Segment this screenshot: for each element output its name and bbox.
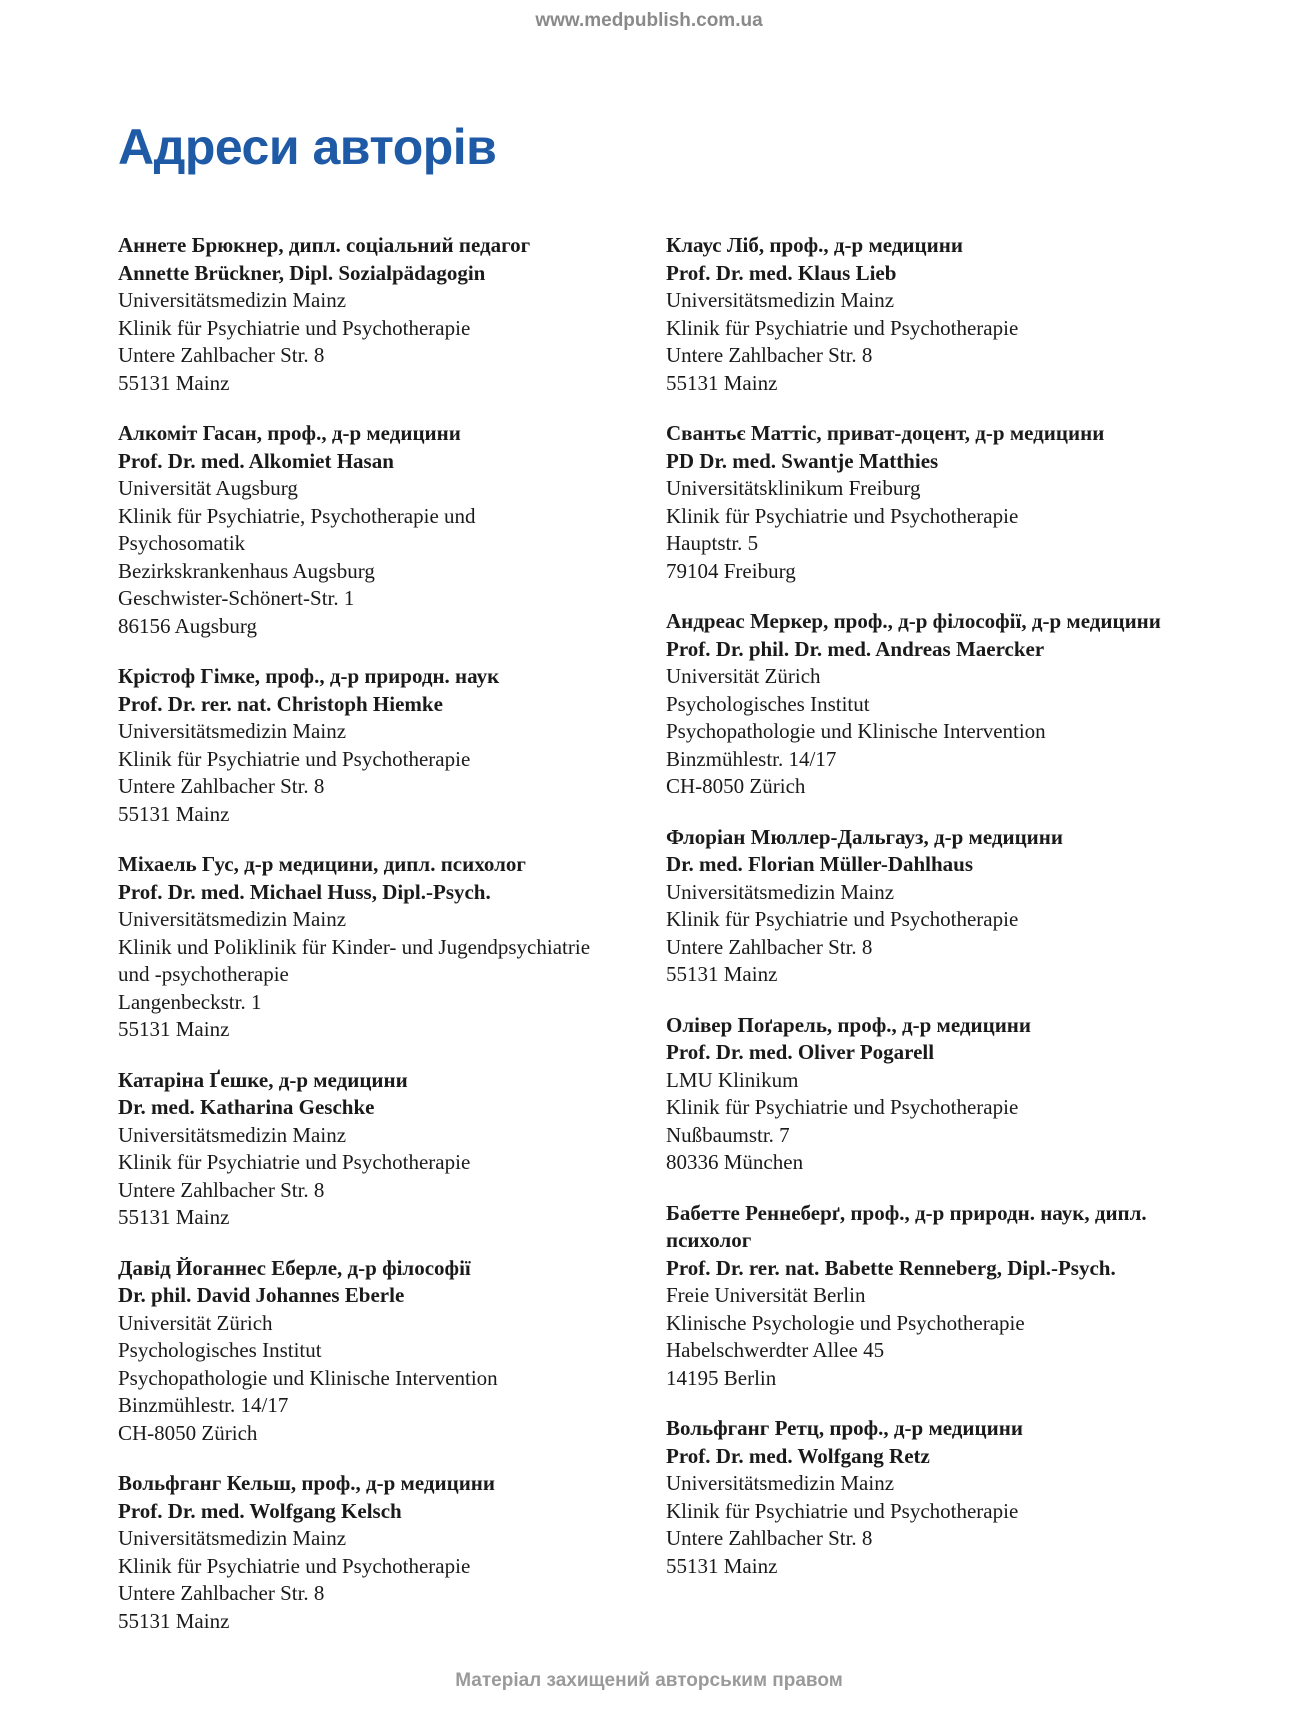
author-entry (118, 232, 678, 397)
author-name-ukrainian: Бабетте Реннеберґ, проф., д-р природн. наук, дипл. психолог (666, 1200, 1147, 1252)
author-name-german: Dr. med. Katharina Geschke (118, 1095, 375, 1119)
address-line: Universität Zürich (118, 1310, 273, 1335)
address-line: Universität Augsburg (118, 476, 298, 500)
address-line: CH-8050 Zürich (666, 774, 806, 798)
address-line: Binzmühlestr. 14/17 (666, 746, 837, 771)
address-line: Universitätsmedizin Mainz (666, 288, 895, 312)
address-line: 80336 München (666, 1150, 804, 1174)
address-line: 55131 Mainz (666, 1553, 778, 1578)
author-entry (118, 663, 678, 828)
address-line: Untere Zahlbacher Str. 8 (118, 343, 325, 367)
author-name-german: Dr. phil. David Johannes Eberle (118, 1283, 405, 1307)
address-line: Psychologisches Institut (666, 691, 870, 716)
address-line: Untere Zahlbacher Str. 8 (118, 1581, 325, 1605)
author-entry (666, 1012, 1226, 1177)
left-column (118, 232, 678, 1658)
author-entry (666, 1415, 1226, 1580)
address-line: Untere Zahlbacher Str. 8 (118, 774, 325, 798)
address-line: 55131 Mainz (118, 1017, 230, 1041)
address-line: Psychologisches Institut (118, 1338, 322, 1362)
author-entry (118, 1067, 678, 1232)
address-line: Universitätsmedizin Mainz (666, 879, 895, 904)
author-entry (666, 824, 1226, 989)
address-line: Universitätsmedizin Mainz (118, 719, 347, 743)
address-line: 55131 Mainz (666, 370, 778, 395)
author-name-ukrainian: Катаріна Ґешке, д-р медицини (118, 1067, 408, 1092)
address-line: Universität Zürich (666, 664, 821, 688)
author-name-german: Prof. Dr. med. Michael Huss, Dipl.-Psych. (118, 879, 491, 904)
author-name-ukrainian: Алкоміт Гасан, проф., д-р медицини (118, 421, 461, 445)
author-name-ukrainian: Флоріан Мюллер-Дальгауз, д-р медицини (666, 824, 1063, 849)
address-line: Klinik für Psychiatrie und Psychotherapie (118, 1150, 471, 1174)
address-line: Klinik und Poliklinik für Kinder- und Jugendpsychiatrie (118, 934, 591, 959)
author-name-ukrainian: Андреас Меркер, проф., д-р філософії, д-р медицини (666, 609, 1161, 633)
address-line: Bezirkskrankenhaus Augsburg (118, 558, 375, 583)
author-name-german: Prof. Dr. med. Wolfgang Retz (666, 1443, 930, 1468)
address-line: Universitätsmedizin Mainz (666, 1471, 895, 1495)
author-name-german: Dr. med. Florian Müller-Dahlhaus (666, 852, 974, 876)
address-line: Binzmühlestr. 14/17 (118, 1393, 289, 1417)
address-line: Klinik für Psychiatrie und Psychotherapie (666, 907, 1019, 931)
address-line: Klinische Psychologie und Psychotherapie (666, 1310, 1025, 1335)
address-line: Untere Zahlbacher Str. 8 (118, 1177, 325, 1202)
address-line: Untere Zahlbacher Str. 8 (666, 1526, 873, 1550)
address-line: Untere Zahlbacher Str. 8 (666, 343, 873, 367)
author-name-ukrainian: Олівер Поґарель, проф., д-р медицини (666, 1012, 1032, 1037)
author-entry (118, 1255, 678, 1448)
author-name-german: Prof. Dr. med. Klaus Lieb (666, 260, 897, 285)
author-name-ukrainian: Міхаель Гус, д-р медицини, дипл. психолог (118, 852, 526, 876)
author-entry (666, 232, 1226, 397)
author-entry (118, 1470, 678, 1635)
address-line: Psychosomatik (118, 531, 246, 555)
address-line: Psychopathologie und Klinische Intervention (118, 1365, 498, 1390)
address-line: Klinik für Psychiatrie und Psychotherapie (666, 315, 1019, 340)
address-line: Klinik für Psychiatrie und Psychotherapie (666, 503, 1019, 528)
author-entry (666, 420, 1226, 585)
address-line: Universitätsmedizin Mainz (118, 907, 347, 931)
author-name-german: Annette Brückner, Dipl. Sozialpädagogin (118, 260, 486, 285)
address-line: 55131 Mainz (118, 370, 230, 395)
author-name-german: Prof. Dr. phil. Dr. med. Andreas Maercker (666, 636, 1045, 661)
address-line: 55131 Mainz (118, 801, 230, 826)
author-name-ukrainian: Вольфганг Кельш, проф., д-р медицини (118, 1471, 496, 1495)
author-name-german: Prof. Dr. med. Oliver Pogarell (666, 1040, 935, 1064)
author-entry (118, 420, 678, 640)
author-name-german: PD Dr. med. Swantje Matthies (666, 448, 939, 473)
copyright-notice: Матеріал захищений авторським правом (455, 1670, 843, 1691)
author-name-ukrainian: Давід Йоганнес Еберле, д-р філософії (118, 1255, 471, 1280)
address-line: Untere Zahlbacher Str. 8 (666, 934, 873, 959)
address-line: LMU Klinikum (666, 1067, 799, 1092)
address-line: Klinik für Psychiatrie und Psychotherapie (118, 1553, 471, 1578)
address-line: Geschwister-Schönert-Str. 1 (118, 586, 355, 610)
address-line: 86156 Augsburg (118, 613, 258, 638)
address-line: Klinik für Psychiatrie und Psychotherapie (118, 746, 471, 771)
author-entry (666, 608, 1226, 801)
author-entry (666, 1200, 1226, 1393)
address-line: Freie Universität Berlin (666, 1283, 866, 1307)
address-line: 55131 Mainz (118, 1608, 230, 1633)
address-line: 14195 Berlin (666, 1365, 777, 1390)
author-name-ukrainian: Свантьє Маттіс, приват-доцент, д-р медицини (666, 421, 1105, 445)
address-line: CH-8050 Zürich (118, 1420, 258, 1445)
site-url: www.medpublish.com.ua (535, 10, 763, 31)
address-line: und -psychotherapie (118, 962, 289, 986)
page-title: Адреси авторів (118, 119, 497, 175)
author-entry (118, 851, 678, 1044)
address-line: Hauptstr. 5 (666, 531, 759, 555)
address-line: Universitätsklinikum Freiburg (666, 476, 921, 500)
author-name-ukrainian: Аннете Брюкнер, дипл. соціальний педагог (118, 233, 531, 257)
address-line: Klinik für Psychiatrie und Psychotherapie (118, 315, 471, 340)
author-name-ukrainian: Вольфганг Ретц, проф., д-р медицини (666, 1416, 1023, 1440)
address-line: Universitätsmedizin Mainz (118, 1526, 347, 1550)
address-line: 55131 Mainz (666, 962, 778, 986)
address-line: Universitätsmedizin Mainz (118, 288, 347, 312)
author-name-ukrainian: Клаус Ліб, проф., д-р медицини (666, 233, 963, 257)
address-line: Klinik für Psychiatrie und Psychotherapie (666, 1095, 1019, 1119)
address-line: Klinik für Psychiatrie und Psychotherapie (666, 1498, 1019, 1523)
address-line: Nußbaumstr. 7 (666, 1122, 790, 1147)
address-line: 55131 Mainz (118, 1205, 230, 1229)
address-line: Psychopathologie und Klinische Intervention (666, 719, 1046, 743)
author-name-german: Prof. Dr. med. Wolfgang Kelsch (118, 1498, 402, 1523)
author-name-german: Prof. Dr. med. Alkomiet Hasan (118, 448, 394, 473)
right-column (666, 232, 1226, 1603)
address-line: 79104 Freiburg (666, 558, 796, 583)
author-name-german: Prof. Dr. rer. nat. Christoph Hiemke (118, 691, 443, 716)
address-line: Universitätsmedizin Mainz (118, 1122, 347, 1147)
author-name-ukrainian: Крістоф Гімке, проф., д-р природн. наук (118, 664, 500, 688)
author-name-german: Prof. Dr. rer. nat. Babette Renneberg, Dipl.-Psych. (666, 1255, 1116, 1280)
address-line: Langenbeckstr. 1 (118, 989, 262, 1014)
address-line: Habelschwerdter Allee 45 (666, 1338, 885, 1362)
address-line: Klinik für Psychiatrie, Psychotherapie und (118, 503, 476, 528)
